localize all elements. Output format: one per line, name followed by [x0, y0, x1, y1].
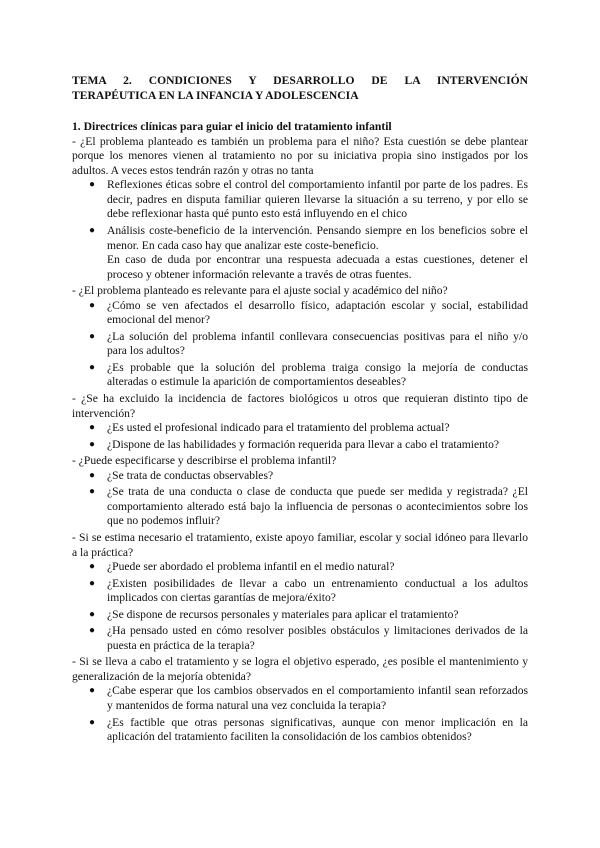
bullet-icon: ● [89, 330, 96, 342]
list-item-text: ¿Puede ser abordado el problema infantil en el medio natural? [107, 560, 395, 574]
list-item [89, 329, 528, 359]
bullet-list [72, 299, 528, 390]
document-content [72, 74, 528, 747]
list-item-text: ¿Existen posibilidades de llevar a cabo un entrenamiento conductual a los adultos implicados con ciertas garantías de mejora/éxito? [107, 576, 528, 605]
list-item-text: ¿Se trata de conductas observables? [107, 468, 274, 482]
question-paragraph: - Si se estima necesario el tratamiento, existe apoyo familiar, escolar y social idóneo para llevarlo a la práctica? [72, 530, 528, 559]
list-item-text: ¿Dispone de las habilidades y formación requerida para llevar a cabo el tratamiento? [107, 437, 500, 451]
list-item-text: ¿Se trata de una conducta o clase de conducta que puede ser medida y registrada? ¿El comportamiento alterado está bajo la influencia de personas o acontecimientos sobre los que no podemos influir? [107, 485, 528, 528]
list-item-text: ¿Cómo se ven afectados el desarrollo físico, adaptación escolar y social, estabilidad emocional del menor? [107, 298, 528, 327]
list-item-text: Análisis coste-beneficio de la intervención. Pensando siempre en los beneficios sobre el menor. En cada caso hay que analizar este coste-beneficio. [107, 224, 528, 252]
list-item [89, 624, 528, 653]
bullet-icon: ● [89, 486, 96, 498]
bullet-list [72, 421, 528, 452]
list-item-text: ¿Cabe esperar que los cambios observados en el comportamiento infantil sean reforzados y mantenidos de forma natural una vez concluida la terapia? [107, 684, 528, 712]
question-paragraph: - ¿Puede especificarse y describirse el problema infantil? [72, 454, 337, 468]
document-title [72, 74, 528, 103]
bullet-icon: ● [89, 438, 96, 450]
list-item [89, 684, 528, 713]
list-item-text: Reflexiones éticas sobre el control del comportamiento infantil por parte de los padres. Es decir, padres en disputa familiar quieren llevarse la situación a su terreno, y por ello se debe reflexionar hasta qué punto esto está influyendo en el chico [107, 178, 528, 221]
list-item [89, 178, 528, 222]
list-item [89, 360, 528, 390]
section-heading: 1. Directrices clínicas para guiar el inicio del tratamiento infantil [72, 120, 392, 134]
bullet-icon: ● [89, 577, 96, 589]
list-item [89, 560, 528, 575]
bullet-icon: ● [89, 625, 96, 637]
list-item-note: En caso de duda por encontrar una respuesta adecuada a estas cuestiones, detener el proceso y obtener información relevante a través de otras fuentes. [107, 253, 528, 281]
bullet-icon: ● [89, 299, 96, 311]
list-item [89, 485, 528, 529]
title-line-1: TEMA 2. CONDICIONES Y DESARROLLO DE LA INTERVENCIÓN [72, 74, 528, 87]
question-paragraph: - ¿El problema planteado es también un problema para el niño? Esta cuestión se debe plantear porque los menores vienen al tratamiento no por su iniciativa propia sino instigados por los adultos. A veces estos tendrán razón y otras no tanta [72, 134, 528, 177]
list-item [89, 437, 528, 453]
bullet-icon: ● [89, 685, 96, 697]
list-item [89, 607, 528, 623]
bullet-icon: ● [89, 561, 96, 573]
list-item-text: ¿Ha pensado usted en cómo resolver posibles obstáculos y limitaciones derivados de la puesta en práctica de la terapia? [107, 624, 528, 652]
list-item-text: ¿Es usted el profesional indicado para el tratamiento del problema actual? [107, 421, 450, 435]
list-item [89, 576, 528, 606]
list-item-text: ¿La solución del problema infantil conllevara consecuencias positivas para el niño y/o para los adultos? [107, 329, 528, 358]
question-paragraph: - ¿Se ha excluido la incidencia de factores biológicos u otros que requieran distinto tipo de intervención? [72, 392, 528, 420]
bullet-icon: ● [89, 422, 96, 434]
bullet-list [72, 684, 528, 744]
bullet-icon: ● [89, 225, 96, 237]
list-item-text: ¿Es probable que la solución del problema traiga consigo la mejoría de conductas alteradas o estimule la aparición de comportamientos deseables? [107, 360, 528, 389]
bullet-icon: ● [89, 179, 96, 191]
list-item [89, 224, 528, 282]
question-paragraph: - Si se lleva a cabo el tratamiento y se logra el objetivo esperado, ¿es posible el mantenimiento y generalización de la mejoría obtenida? [72, 655, 528, 683]
bullet-icon: ● [89, 361, 96, 373]
list-item [89, 421, 528, 436]
list-item-text: ¿Es factible que otras personas significativas, aunque con menor implicación en la aplicación del tratamiento faciliten la consolidación de los cambios obtenidos? [107, 715, 528, 744]
bullet-icon: ● [89, 469, 96, 481]
list-item [89, 715, 528, 745]
title-line-2: TERAPÉUTICA EN LA INFANCIA Y ADOLESCENCIA [72, 88, 359, 102]
bullet-list [72, 560, 528, 653]
question-paragraph: - ¿El problema planteado es relevante para el ajuste social y académico del niño? [72, 284, 448, 298]
list-item [89, 298, 528, 328]
bullet-icon: ● [89, 716, 96, 728]
bullet-list [72, 178, 528, 282]
bullet-icon: ● [89, 608, 96, 620]
list-item [89, 468, 528, 484]
bullet-list [72, 469, 528, 529]
list-item-text: ¿Se dispone de recursos personales y materiales para aplicar el tratamiento? [107, 607, 459, 621]
